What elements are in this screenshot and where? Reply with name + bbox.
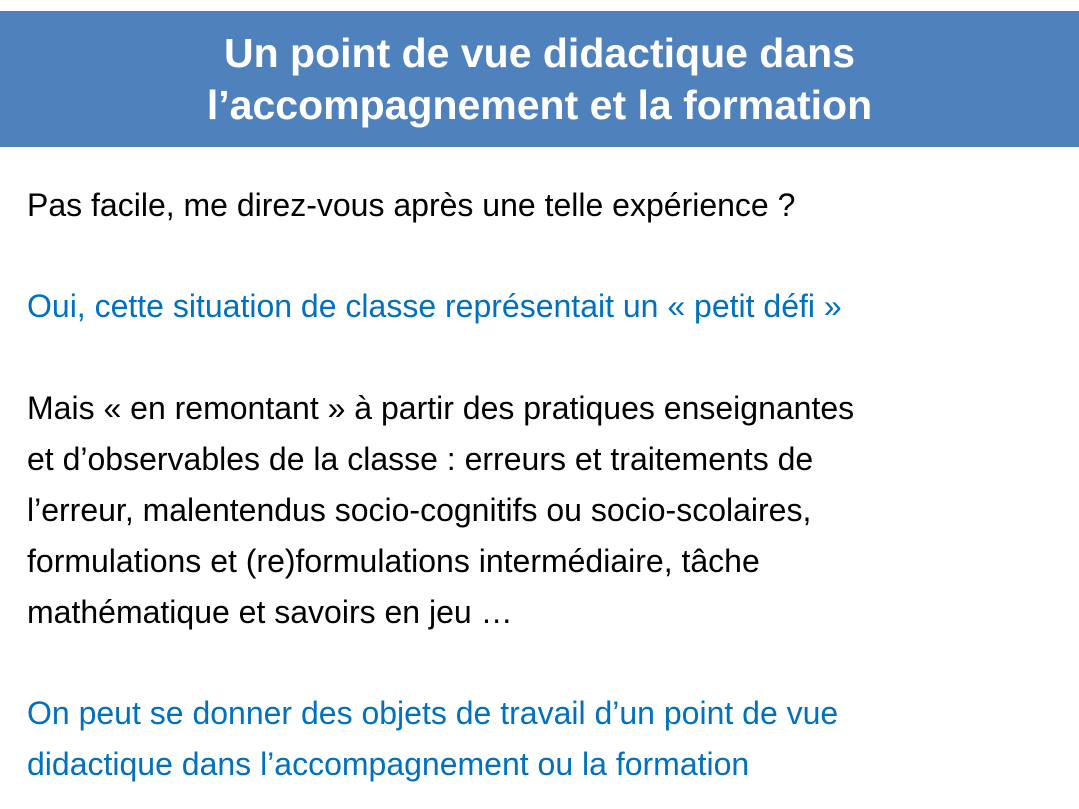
paragraph-line: On peut se donner des objets de travail d’un point de vue <box>27 695 839 731</box>
slide-title-line-2: l’accompagnement et la formation <box>206 82 873 128</box>
paragraph-line: Mais « en remontant » à partir des pratiques enseignantes <box>27 390 855 426</box>
paragraph-line: l’erreur, malentendus socio-cognitifs ou socio-scolaires, <box>27 492 812 528</box>
paragraph-explanation <box>27 383 1067 638</box>
title-banner <box>0 11 1079 147</box>
paragraph-line: Oui, cette situation de classe représentait un « petit défi » <box>27 288 842 324</box>
paragraph-line: et d’observables de la classe : erreurs et traitements de <box>27 441 814 477</box>
paragraph-question <box>27 180 1067 231</box>
paragraph-line: Pas facile, me direz-vous après une telle expérience ? <box>27 187 796 223</box>
paragraph-answer <box>27 281 1067 332</box>
paragraph-conclusion <box>27 688 1067 790</box>
paragraph-line: mathématique et savoirs en jeu … <box>27 594 513 630</box>
paragraph-line: didactique dans l’accompagnement ou la formation <box>27 746 750 782</box>
slide-title-line-1: Un point de vue didactique dans <box>224 30 855 76</box>
paragraph-line: formulations et (re)formulations intermédiaire, tâche <box>27 543 760 579</box>
